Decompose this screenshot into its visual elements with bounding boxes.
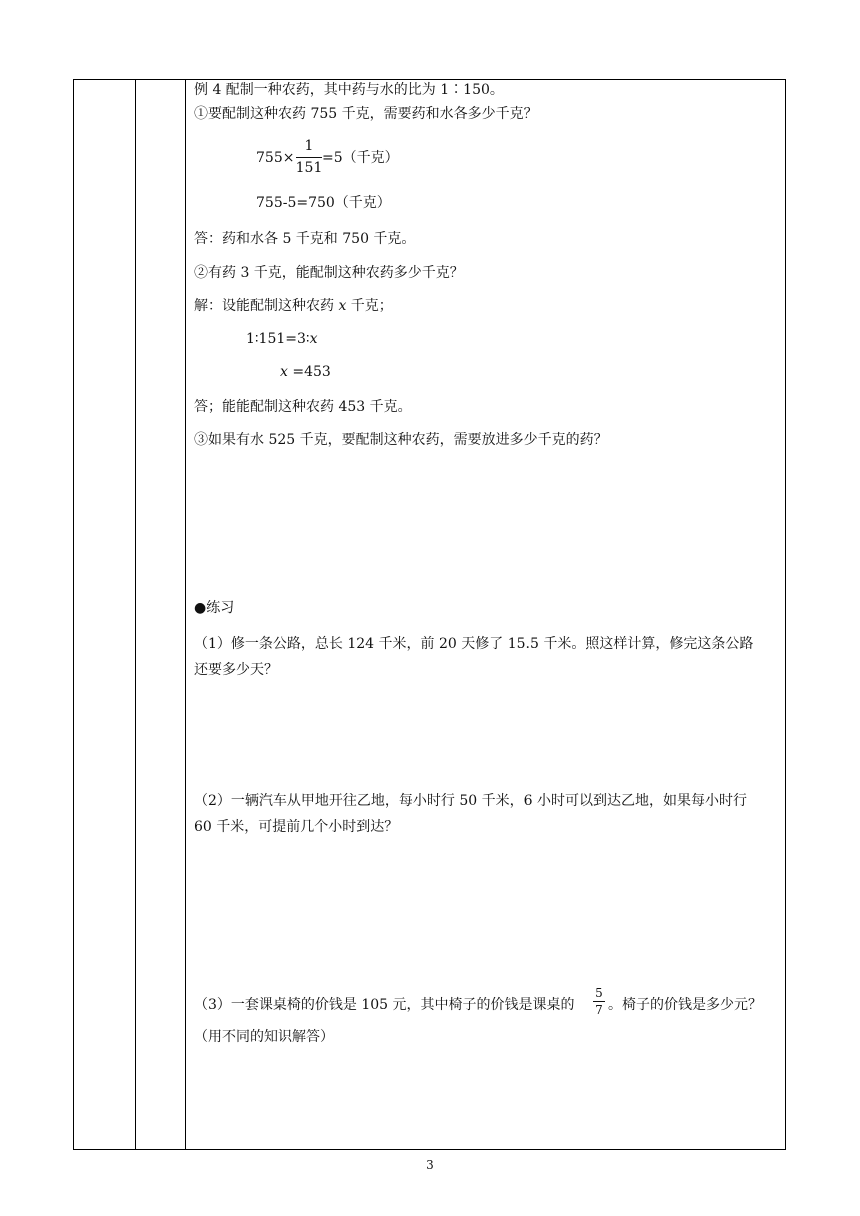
q1-answer: 答：药和水各 5 千克和 750 千克。: [194, 231, 416, 247]
practice-2-line-2: 60 千米，可提前几个小时到达？: [194, 819, 399, 835]
q2-equation-text: 1∶151=3∶: [246, 331, 310, 347]
table-left-border: [73, 79, 74, 1150]
q1-calc-suffix: =5（千克）: [322, 150, 399, 166]
q2-solve-suffix: 千克；: [346, 298, 393, 314]
practice-3-fraction-denominator: 7: [595, 1003, 603, 1017]
practice-3-line-2: （用不同的知识解答）: [194, 1029, 334, 1045]
table-column-divider-2: [185, 79, 186, 1150]
q1-fraction: [296, 137, 322, 177]
practice-3-fraction: [593, 986, 605, 1017]
table-column-divider-1: [135, 79, 136, 1150]
question-1: ①要配制这种农药 755 千克，需要药和水各多少千克？: [194, 106, 538, 122]
q1-calc-prefix: 755×: [256, 150, 295, 166]
q2-equation: [246, 329, 317, 349]
q2-answer: 答；能能配制这种农药 453 千克。: [194, 399, 412, 415]
example-4-title: 例 4 配制一种农药，其中药与水的比为 1∶150。: [194, 82, 504, 98]
page-number: 3: [426, 1158, 434, 1172]
q2-solve: [194, 296, 393, 316]
table-right-border: [785, 79, 786, 1150]
q2-result-value: =453: [287, 364, 331, 380]
q2-variable: x: [338, 298, 347, 314]
practice-3-fraction-numerator: 5: [595, 986, 603, 1000]
practice-1-line-1: （1）修一条公路，总长 124 千米，前 20 天修了 15.5 千米。照这样计算，修完这条公路: [194, 636, 754, 652]
q2-solve-prefix: 解：设能配制这种农药: [194, 298, 339, 314]
q1-fraction-denominator: 151: [295, 160, 323, 176]
question-3: ③如果有水 525 千克，要配制这种农药，需要放进多少千克的药？: [194, 432, 608, 448]
q1-fraction-numerator: 1: [304, 138, 314, 154]
practice-heading: ●练习: [194, 600, 235, 616]
fraction-bar: [593, 1001, 605, 1002]
q2-result-variable: x: [280, 364, 288, 380]
fraction-bar: [296, 157, 322, 158]
practice-2-line-1: （2）一辆汽车从甲地开往乙地，每小时行 50 千米，6 小时可以到达乙地，如果每小时行: [194, 793, 747, 809]
practice-1-line-2: 还要多少天？: [194, 662, 278, 678]
practice-3-line-1-prefix: （3）一套课桌椅的价钱是 105 元，其中椅子的价钱是课桌的: [194, 997, 575, 1013]
q2-result: [280, 362, 331, 382]
q2-equation-variable: x: [309, 331, 318, 347]
practice-3-line-1-suffix: 。椅子的价钱是多少元？: [608, 997, 762, 1013]
table-bottom-border: [73, 1149, 786, 1150]
q1-calc-2: 755-5=750（千克）: [256, 195, 391, 211]
question-2: ②有药 3 千克，能配制这种农药多少千克？: [194, 265, 464, 281]
